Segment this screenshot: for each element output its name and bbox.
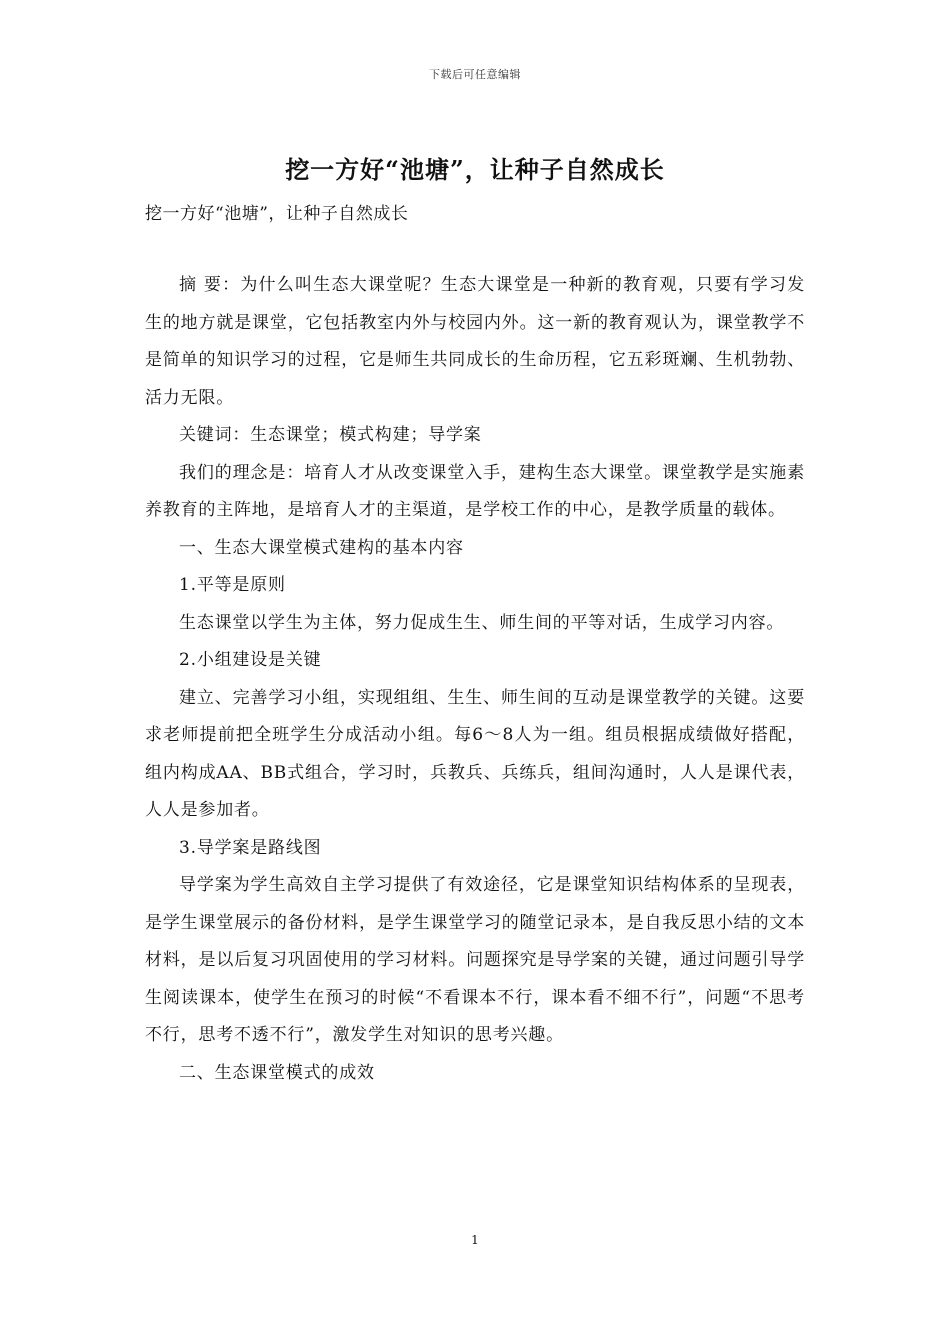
header-note: 下载后可任意编辑 xyxy=(429,68,521,81)
body-paragraph: 导学案为学生高效自主学习提供了有效途径，它是课堂知识结构体系的呈现表，是学生课堂展示的备份材料，是学生课堂学习的随堂记录本，是自我反思小结的文本材料，是以后复习巩固使用的学习材料。问题探究是导学案的关键，通过问题引导学生阅读课本，使学生在预习的时候“不看课本不行，课本看不细不行”，问题“不思考不行，思考不透不行”，激发学生对知识的思考兴趣。 xyxy=(145,875,805,1045)
subsection-heading: 3.导学案是路线图 xyxy=(179,837,322,858)
body-paragraph: 生态课堂以学生为主体，努力促成生生、师生间的平等对话，生成学习内容。 xyxy=(179,612,785,633)
document-subtitle: 挖一方好“池塘”，让种子自然成长 xyxy=(145,204,409,224)
abstract-paragraph: 摘 要：为什么叫生态大课堂呢？生态大课堂是一种新的教育观，只要有学习发生的地方就是课堂，它包括教室内外与校园内外。这一新的教育观认为，课堂教学不是简单的知识学习的过程，它是师生共同成长的生命历程，它五彩斑斓、生机勃勃、活力无限。 xyxy=(145,275,805,408)
section-heading: 二、生态课堂模式的成效 xyxy=(179,1062,375,1083)
document-body xyxy=(145,267,805,1092)
section-heading: 一、生态大课堂模式建构的基本内容 xyxy=(179,537,464,558)
subsection-heading: 2.小组建设是关键 xyxy=(179,650,322,670)
page-number: 1 xyxy=(471,1233,479,1247)
document-title: 挖一方好“池塘”，让种子自然成长 xyxy=(285,155,665,184)
subsection-heading: 1.平等是原则 xyxy=(179,575,286,595)
body-paragraph: 建立、完善学习小组，实现组组、生生、师生间的互动是课堂教学的关键。这要求老师提前把全班学生分成活动小组。每6～8人为一组。组员根据成绩做好搭配，组内构成AA、BB式组合，学习时，兵教兵、兵练兵，组间沟通时，人人是课代表，人人是参加者。 xyxy=(145,687,805,820)
body-paragraph: 我们的理念是：培育人才从改变课堂入手，建构生态大课堂。课堂教学是实施素养教育的主阵地，是培育人才的主渠道，是学校工作的中心，是教学质量的载体。 xyxy=(145,462,805,520)
keywords-paragraph: 关键词：生态课堂；模式构建；导学案 xyxy=(179,425,482,445)
